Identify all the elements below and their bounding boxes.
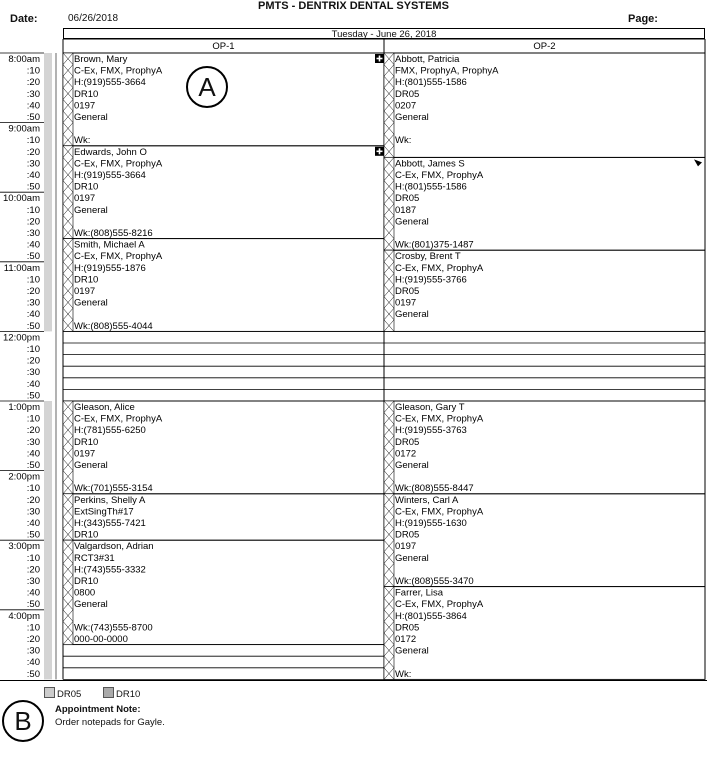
appointment-detail: H:(743)555-3332 xyxy=(74,564,146,576)
time-label: :40 xyxy=(26,518,40,529)
appointment-detail: C-Ex, FMX, ProphyA xyxy=(395,599,484,611)
appointment-detail: General xyxy=(74,112,108,123)
time-label: :10 xyxy=(26,622,40,634)
appointment-detail: C-Ex, FMX, ProphyA xyxy=(395,170,484,181)
time-label: :10 xyxy=(26,552,40,564)
patient-name: Crosby, Brent T xyxy=(395,251,461,263)
date-value: 06/26/2018 xyxy=(68,13,119,24)
time-label: 11:00am xyxy=(3,262,40,274)
time-label: :50 xyxy=(26,390,40,402)
time-label: :50 xyxy=(26,181,40,193)
appointment-note-text: Order notepads for Gayle. xyxy=(55,717,165,728)
appointment-detail: General xyxy=(74,204,108,216)
appointment-detail: DR05 xyxy=(395,436,420,448)
time-label: :20 xyxy=(26,355,40,367)
time-label: :50 xyxy=(26,112,40,123)
column-header-op-2: OP-2 xyxy=(533,41,556,52)
appointment-detail: Wk:(808)555-8216 xyxy=(74,228,153,239)
appointment-detail: ExtSingTh#17 xyxy=(74,506,134,518)
appointment-detail: 0800 xyxy=(74,587,96,599)
appointment-detail: H:(919)555-3766 xyxy=(395,274,467,286)
appointment-status-strip xyxy=(63,401,73,494)
appointment-detail: DR10 xyxy=(74,88,99,100)
schedule-grid xyxy=(0,39,707,680)
patient-name: Abbott, Patricia xyxy=(395,54,460,65)
appointment-detail: General xyxy=(395,645,429,657)
appointment-detail: Wk: xyxy=(395,668,412,680)
time-label: :30 xyxy=(26,506,40,518)
time-label: :20 xyxy=(26,286,40,297)
patient-name: Gleason, Alice xyxy=(74,402,135,413)
time-label: 2:00pm xyxy=(8,471,40,483)
time-label: :20 xyxy=(26,146,40,158)
appointment-detail: Wk:(801)375-1487 xyxy=(395,239,474,251)
appointment-detail: DR05 xyxy=(395,286,420,297)
appointment-detail: H:(919)555-3664 xyxy=(74,170,146,181)
appointment-detail: FMX, ProphyA, ProphyA xyxy=(395,65,499,77)
appointment-detail: DR05 xyxy=(395,529,420,541)
time-label: :50 xyxy=(26,599,40,611)
appointment-detail: Wk:(743)555-8700 xyxy=(74,622,153,634)
appointment-detail: H:(801)555-1586 xyxy=(395,77,467,89)
appointment-detail: DR10 xyxy=(74,274,99,286)
appointment-detail: 0172 xyxy=(395,634,417,645)
time-label: :30 xyxy=(26,158,40,170)
time-label: :40 xyxy=(26,378,40,390)
patient-name: Edwards, John O xyxy=(74,146,147,158)
time-label: :20 xyxy=(26,77,40,89)
appointment-detail: DR10 xyxy=(74,436,99,448)
appointment-status-strip xyxy=(384,587,394,680)
appointment-detail: C-Ex, FMX, ProphyA xyxy=(395,506,484,518)
time-label: :50 xyxy=(26,251,40,263)
legend-swatch xyxy=(103,687,114,698)
time-label: :30 xyxy=(26,576,40,587)
time-label: :20 xyxy=(26,564,40,576)
time-label: :10 xyxy=(26,65,40,77)
appointment-detail: H:(919)555-3763 xyxy=(395,425,467,437)
appointment-detail: H:(919)555-1876 xyxy=(74,262,146,274)
appointment-detail: 0197 xyxy=(74,448,96,460)
appointment-detail: H:(801)555-3864 xyxy=(395,610,467,622)
time-label: :10 xyxy=(26,413,40,425)
time-label: :40 xyxy=(26,587,40,599)
cursor-arrow-icon xyxy=(694,159,702,166)
appointment-detail: H:(781)555-6250 xyxy=(74,425,146,437)
time-label: :50 xyxy=(26,668,40,680)
appointment-detail: C-Ex, FMX, ProphyA xyxy=(395,413,484,425)
time-label: :50 xyxy=(26,529,40,541)
appointment-detail: General xyxy=(395,112,429,123)
appointment-detail: General xyxy=(395,309,429,321)
time-label: 12:00pm xyxy=(3,332,40,344)
time-label: :30 xyxy=(26,228,40,239)
callout-marker-a: A xyxy=(186,66,228,108)
time-label: :40 xyxy=(26,170,40,181)
time-label: :40 xyxy=(26,657,40,669)
time-label: :10 xyxy=(26,483,40,495)
appointment-detail: 0187 xyxy=(395,204,417,216)
appointment-detail: Wk:(808)555-4044 xyxy=(74,320,153,332)
appointment-detail: 0197 xyxy=(395,297,417,309)
patient-name: Gleason, Gary T xyxy=(395,402,465,413)
time-label: :20 xyxy=(26,425,40,437)
patient-name: Abbott, James S xyxy=(395,158,465,170)
appointment-status-strip xyxy=(384,157,394,250)
patient-name: Farrer, Lisa xyxy=(395,587,444,599)
time-label: 4:00pm xyxy=(8,610,40,622)
appointment-detail: 0197 xyxy=(74,286,96,297)
time-label: :40 xyxy=(26,309,40,321)
patient-name: Brown, Mary xyxy=(74,54,128,65)
appointment-detail: Wk:(701)555-3154 xyxy=(74,483,153,495)
column-header-op-1: OP-1 xyxy=(212,41,235,52)
time-label: :10 xyxy=(26,274,40,286)
appointment-detail: 0207 xyxy=(395,100,417,112)
appointment-detail: H:(919)555-3664 xyxy=(74,77,146,89)
appointment-detail: General xyxy=(74,297,108,309)
appointment-detail: C-Ex, FMX, ProphyA xyxy=(74,65,163,77)
appointment-detail: DR10 xyxy=(74,529,99,541)
time-label: :10 xyxy=(26,344,40,355)
time-label: :10 xyxy=(26,135,40,147)
time-label: :40 xyxy=(26,448,40,460)
appointment-note-title: Appointment Note: xyxy=(55,704,141,715)
appointment-detail: DR10 xyxy=(74,181,99,193)
legend-area xyxy=(0,680,707,778)
appointment-status-strip xyxy=(384,401,394,494)
patient-name: Smith, Michael A xyxy=(74,239,145,251)
appointment-detail: 0197 xyxy=(395,541,417,553)
appointment-status-strip xyxy=(63,53,73,146)
time-label: :40 xyxy=(26,100,40,112)
appointment-detail: 0197 xyxy=(74,193,96,205)
patient-name: Winters, Carl A xyxy=(395,494,459,506)
patient-name: Valgardson, Adrian xyxy=(74,541,154,553)
appointment-status-strip xyxy=(63,146,73,239)
appointment-detail: Wk:(808)555-3470 xyxy=(395,576,474,587)
page-label: Page: xyxy=(628,13,658,25)
legend-swatch xyxy=(44,687,55,698)
appointment-detail: DR05 xyxy=(395,622,420,634)
legend-label: DR10 xyxy=(116,689,141,700)
appointment-detail: General xyxy=(74,599,108,611)
callout-marker-b: B xyxy=(2,700,44,742)
appointment-detail: General xyxy=(395,460,429,471)
time-label: :30 xyxy=(26,645,40,657)
time-label: :40 xyxy=(26,239,40,251)
time-label: :20 xyxy=(26,216,40,228)
patient-name: Perkins, Shelly A xyxy=(74,494,146,506)
appointment-detail: 000-00-0000 xyxy=(74,634,128,645)
appointment-detail: General xyxy=(395,216,429,228)
time-label: :30 xyxy=(26,297,40,309)
appointment-status-strip xyxy=(63,494,73,540)
appointment-detail: DR10 xyxy=(74,576,99,587)
provider-bar xyxy=(44,53,52,331)
time-label: :10 xyxy=(26,204,40,216)
appointment-detail: Wk:(808)555-8447 xyxy=(395,483,474,495)
time-label: :20 xyxy=(26,494,40,506)
time-label: :20 xyxy=(26,634,40,645)
day-header: Tuesday - June 26, 2018 xyxy=(63,28,705,39)
date-label: Date: xyxy=(10,13,38,25)
appointment-detail: C-Ex, FMX, ProphyA xyxy=(74,413,163,425)
appointment-detail: C-Ex, FMX, ProphyA xyxy=(395,262,484,274)
time-label: :50 xyxy=(26,460,40,471)
appointment-detail: Wk: xyxy=(74,135,91,147)
provider-bar xyxy=(44,401,52,679)
appointment-detail: C-Ex, FMX, ProphyA xyxy=(74,158,163,170)
time-label: 8:00am xyxy=(8,54,40,65)
legend-item-dr05 xyxy=(44,684,81,702)
appointment-detail: H:(343)555-7421 xyxy=(74,518,146,529)
time-label: :30 xyxy=(26,88,40,100)
legend-item-dr10 xyxy=(103,684,140,702)
appointment-detail: General xyxy=(74,460,108,471)
report-title: PMTS - DENTRIX DENTAL SYSTEMS xyxy=(258,0,449,12)
legend-label: DR05 xyxy=(57,689,82,700)
time-label: :30 xyxy=(26,436,40,448)
time-label: 9:00am xyxy=(8,123,40,135)
appointment-status-strip xyxy=(384,494,394,587)
time-label: :50 xyxy=(26,320,40,332)
appointment-detail: 0197 xyxy=(74,100,96,112)
time-label: 3:00pm xyxy=(8,541,40,553)
time-label: 1:00pm xyxy=(8,402,40,413)
appointment-detail: C-Ex, FMX, ProphyA xyxy=(74,251,163,263)
appointment-detail: RCT3#31 xyxy=(74,552,115,564)
appointment-detail: DR05 xyxy=(395,193,420,205)
time-label: 10:00am xyxy=(3,193,40,205)
appointment-detail: DR05 xyxy=(395,88,420,100)
appointment-detail: H:(919)555-1630 xyxy=(395,518,467,529)
appointment-detail: General xyxy=(395,552,429,564)
appointment-detail: 0172 xyxy=(395,448,417,460)
time-label: :30 xyxy=(26,367,40,379)
appointment-detail: Wk: xyxy=(395,135,412,147)
appointment-detail: H:(801)555-1586 xyxy=(395,181,467,193)
appointment-status-strip xyxy=(63,239,73,332)
